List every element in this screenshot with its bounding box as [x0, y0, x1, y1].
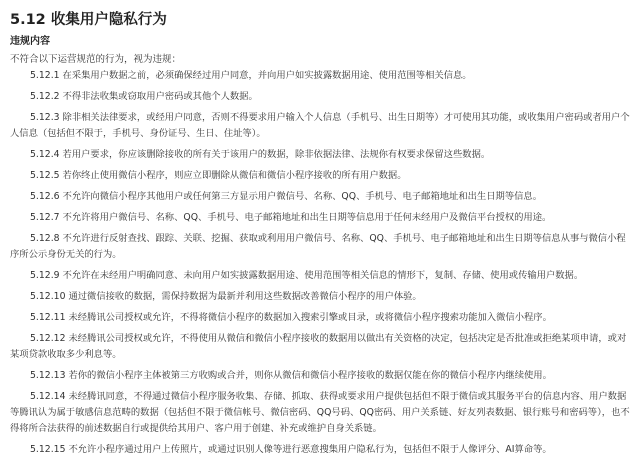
- section-title: 5.12 收集用户隐私行为: [10, 12, 167, 28]
- violation-subheading: 违规内容: [10, 36, 50, 47]
- rule-item: 5.12.7 不允许将用户微信号、名称、QQ、手机号、电子邮箱地址和出生日期等信息用于任何未经用户及微信平台授权的用途。: [30, 212, 552, 223]
- rule-item: 5.12.3 除非相关法律要求，或经用户同意，否则不得要求用户输入个人信息（手机号、出生日期等）才可使用其功能，或收集用户密码或者用户个人信息（包括但不限于，手机号、身份证号、生日、住址等）。: [10, 112, 630, 139]
- rule-item: 5.12.10 通过微信接收的数据，需保持数据为最新并利用这些数据改善微信小程序的用户体验。: [30, 291, 422, 302]
- rule-item: 5.12.14 未经腾讯同意，不得通过微信小程序服务收集、存储、抓取、获得或要求用户提供包括但不限于微信或其服务平台的信息内容、用户数据等腾讯认为属于敏感信息范畴的数据（包括但不限于微信帐号、微信密码、QQ号码、QQ密码、用户关系链、好友列表数据、银行账号和密码等），也不得将所合法获得的前述数据自行或提供给其用户、客户用于创建、补充或维护自身关系链。: [10, 391, 630, 434]
- rule-item: 5.12.12 未经腾讯公司授权或允许，不得使用从微信和微信小程序接收的数据用以做出有关资格的决定，包括决定是否批准或拒绝某项申请，或对某项贷款收取多少利息等。: [10, 333, 627, 360]
- rule-item: 5.12.15 不允许小程序通过用户上传照片，或通过识别人像等进行恶意搜集用户隐私行为，包括但不限于人像评分、AI算命等。: [30, 444, 552, 455]
- rule-item: 5.12.13 若你的微信小程序主体被第三方收购或合并，则你从微信和微信小程序接收的数据仅能在你的微信小程序内继续使用。: [30, 370, 552, 381]
- rule-item: 5.12.5 若你终止使用微信小程序，则应立即删除从微信和微信小程序接收的所有用户数据。: [30, 170, 407, 181]
- rule-item: 5.12.6 不允许向微信小程序其他用户或任何第三方显示用户微信号、名称、QQ、手机号、电子邮箱地址和出生日期等信息。: [30, 191, 543, 202]
- rule-item: 5.12.2 不得非法收集或窃取用户密码或其他个人数据。: [30, 91, 258, 102]
- rule-item: 5.12.11 未经腾讯公司授权或允许，不得将微信小程序的数据加入搜索引擎或目录，或将微信小程序搜索功能加入微信小程序。: [30, 312, 552, 323]
- rule-item: 5.12.4 若用户要求，你应该删除接收的所有关于该用户的数据，除非依据法律、法规你有权要求保留这些数据。: [30, 149, 491, 160]
- rule-item: 5.12.1 在采集用户数据之前，必须确保经过用户同意，并向用户如实披露数据用途、使用范围等相关信息。: [30, 70, 472, 81]
- intro-text: 不符合以下运营规范的行为，视为违规：: [10, 54, 182, 65]
- rule-list: [0, 68, 640, 463]
- rule-item: 5.12.9 不允许在未经用户明确同意、未向用户如实披露数据用途、使用范围等相关信息的情形下，复制、存储、使用或传输用户数据。: [30, 270, 584, 281]
- rule-item: 5.12.8 不允许进行反射查找、跟踪、关联、挖掘、获取或利用用户微信号、名称、QQ、手机号、电子邮箱地址和出生日期等信息从事与微信小程序所公示身份无关的行为。: [10, 233, 626, 260]
